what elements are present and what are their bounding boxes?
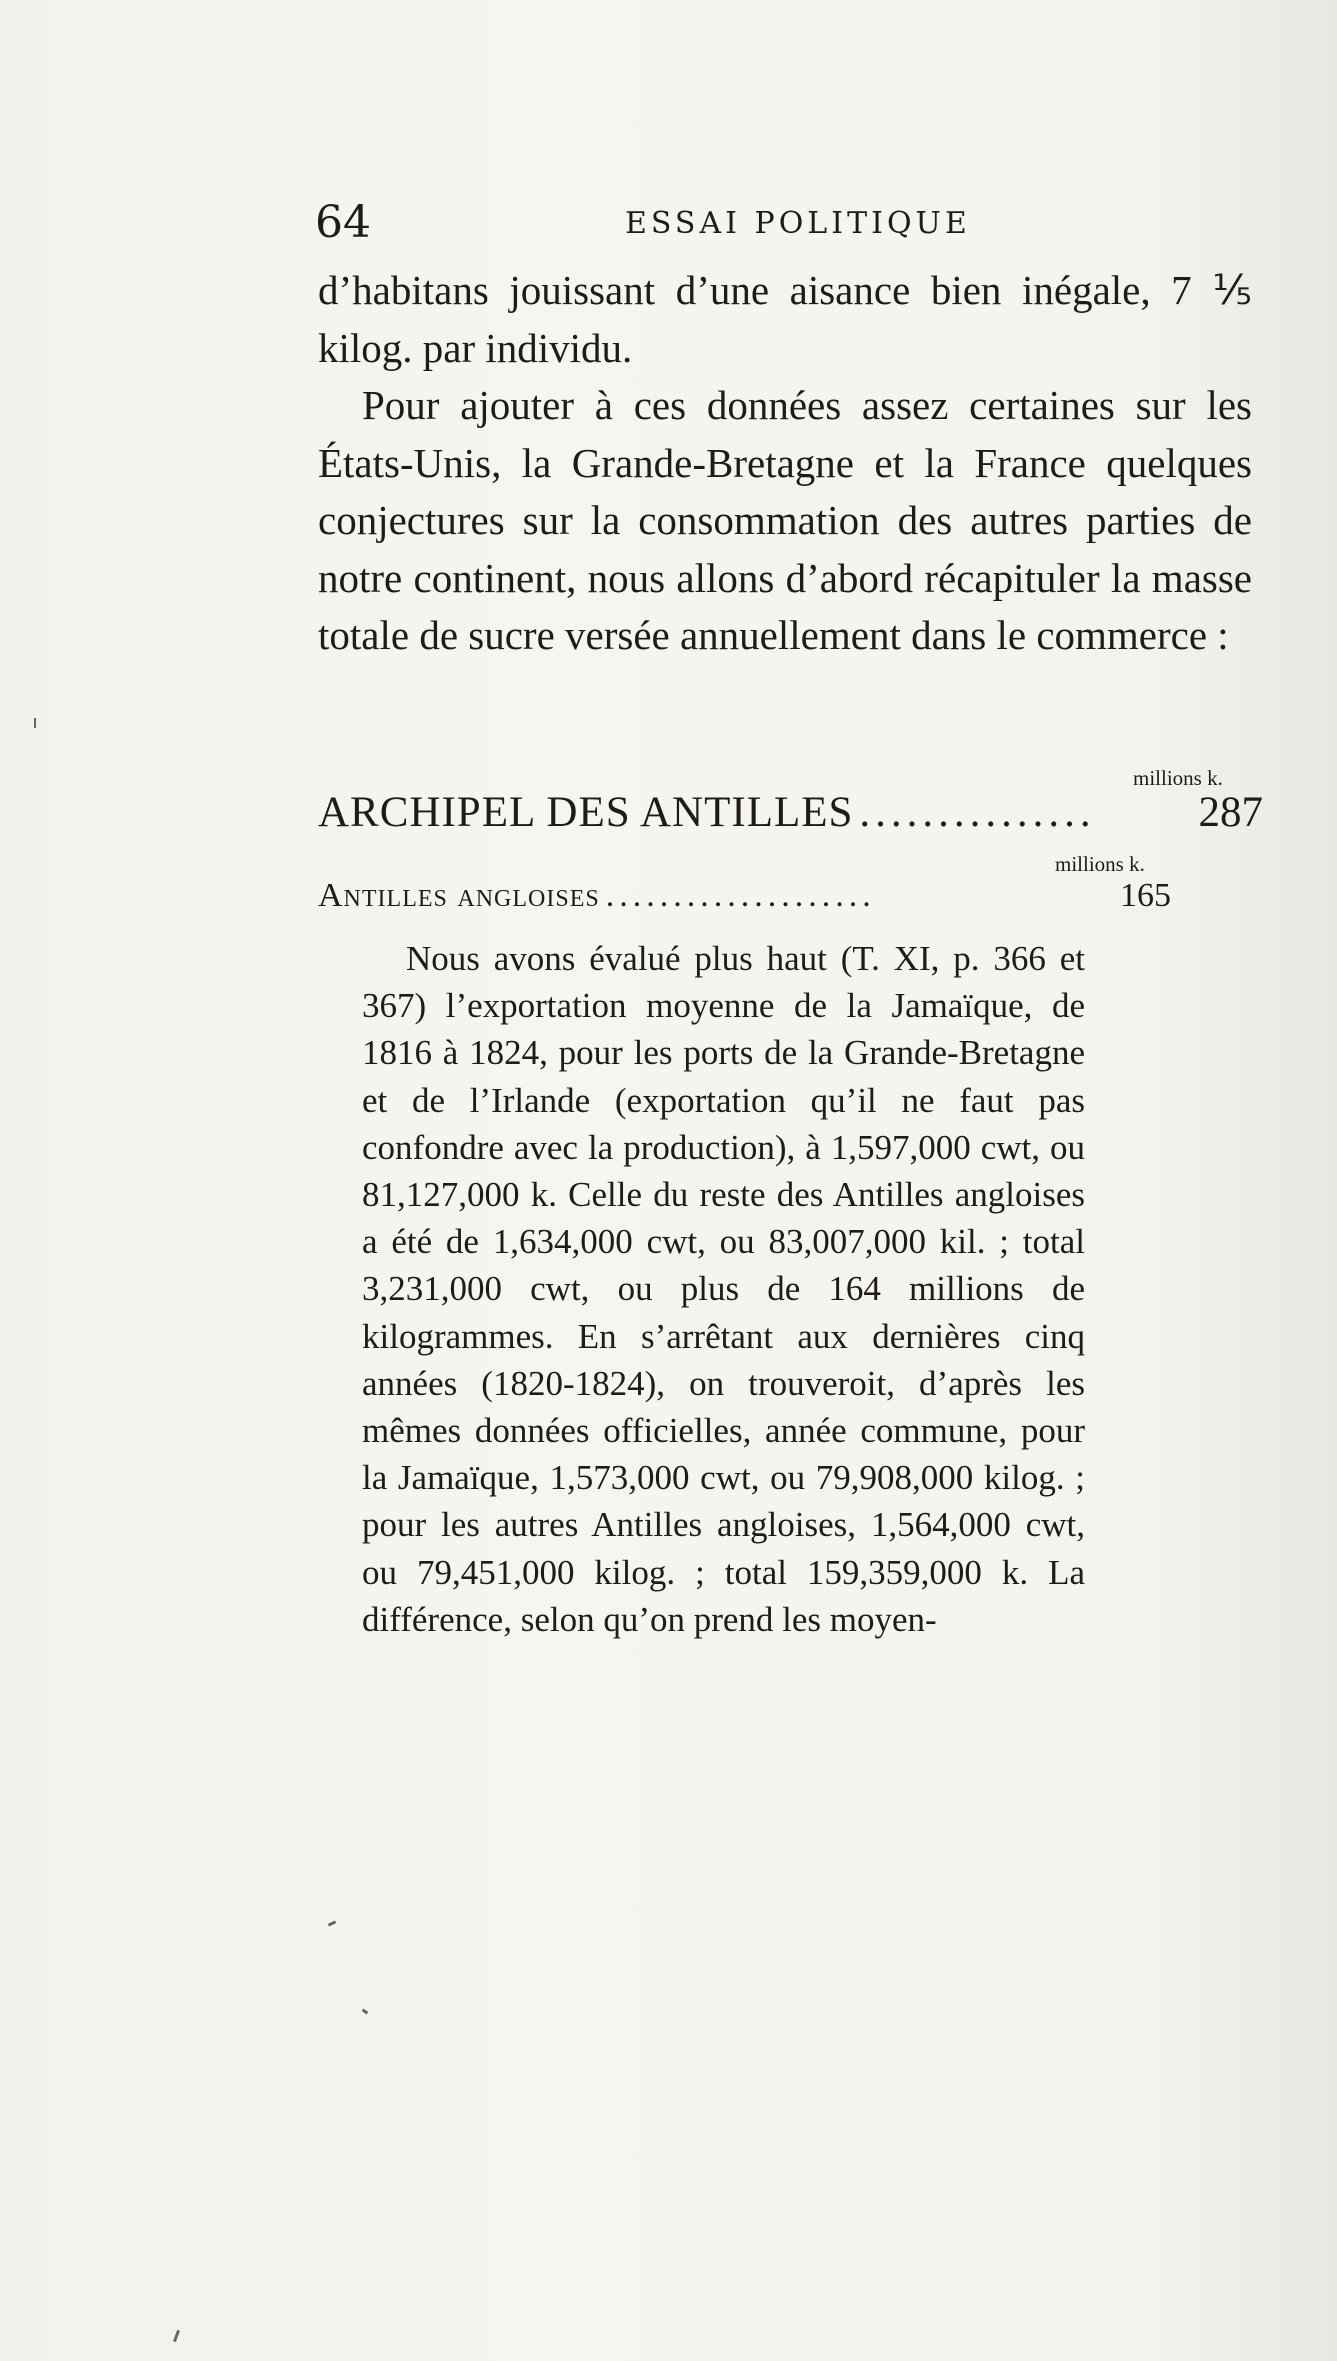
page-number: 64 [315,197,371,248]
entry-antilles-angloises [318,877,1171,915]
running-head [315,196,1245,250]
leader-dots: ............... [859,789,1096,836]
entry-label: ARCHIPEL DES ANTILLES [318,789,854,836]
entry-label: Antilles angloises [318,877,600,914]
paragraph-continuation: d’habitans jouissant d’une aisance bien inégale, 7 ⅕ kilog. par individu. [318,267,1252,371]
entry-archipel [318,788,1263,837]
note-paragraph: Nous avons évalué plus haut (T. XI, p. 366 et 367) l’exportation moyenne de la Jamaïque, de 1816 à 1824, pour les ports de la Grande-Bretagne et de l’Irlande (exportation qu’il ne faut pas confondre avec la production), à 1,597,000 cwt, ou 81,127,000 k. Celle du reste des Antilles angloises a été de 1,634,000 cwt, ou 83,007,000 kil. ; total 3,231,000 cwt, ou plus de 164 millions de kilogrammes. En s’arrêtant aux dernières cinq années (1820-1824), on trouveroit, d’après les mêmes données officielles, année commune, pour la Jamaïque, 1,573,000 cwt, ou 79,908,000 kilog. ; pour les autres Antilles angloises, 1,564,000 cwt, ou 79,451,000 kilog. ; total 159,359,000 k. La différence, selon qu’on prend les moyen- [362,939,1085,1639]
leader-dots: .................... [605,877,876,914]
entry-value: 287 [1198,789,1263,836]
paper-speck [362,2009,369,2015]
paper-speck [34,718,36,728]
paper-speck [328,1920,337,1926]
paper-speck [173,2330,180,2342]
unit-label-1: millions k. [1133,766,1223,790]
entry-value: 165 [1120,877,1171,914]
running-title: ESSAI POLITIQUE [625,206,971,241]
unit-label-2: millions k. [1055,852,1145,876]
paragraph-recapitulation: Pour ajouter à ces données assez certaines sur les États-Unis, la Grande-Bretagne et la France quelques conjectures sur la consommation des autres parties de notre continent, nous allons d’abord récapituler la masse totale de sucre versée annuellement dans le commerce : [318,382,1252,658]
